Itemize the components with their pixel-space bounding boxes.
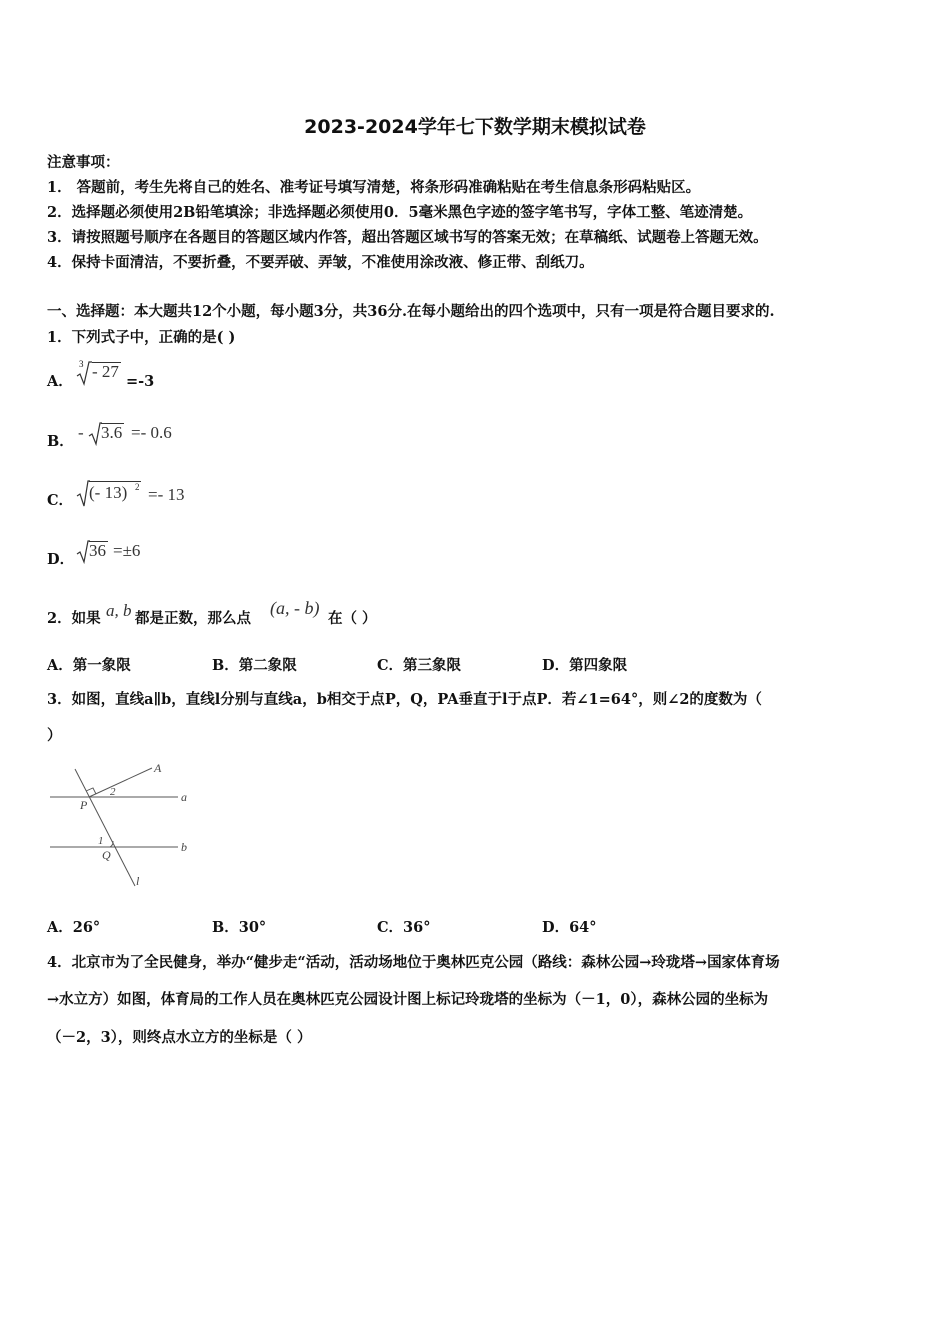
- notice-item-2: 2．选择题必须使用2B铅笔填涂；非选择题必须使用0．5毫米黑色字迹的签字笔书写，字体工整、笔迹清楚。: [47, 204, 753, 221]
- q3-label-l: l: [136, 874, 140, 888]
- q2-text-1: 2．如果: [47, 610, 101, 627]
- q4-line-1: 4．北京市为了全民健身，举办“健步走“活动，活动场地位于奥林匹克公园（路线：森林公园→玲珑塔→国家体育场: [47, 954, 780, 971]
- notice-item-3: 3．请按照题号顺序在各题目的答题区域内作答，超出答题区域书写的答案无效；在草稿纸、试题卷上答题无效。: [47, 229, 768, 246]
- q1-option-c-rhs: =- 13: [148, 485, 185, 504]
- q3-label-P: P: [80, 798, 88, 812]
- q3-option-b: B．30°: [212, 919, 267, 936]
- q2-point: (a, - b): [270, 598, 320, 618]
- q3-label-a: a: [181, 790, 187, 804]
- q1-option-b-radical-sign: [88, 420, 102, 446]
- q2-option-c: C．第三象限: [377, 657, 462, 674]
- q3-label-A: A: [154, 761, 162, 775]
- q1-option-c-exponent: 2: [135, 482, 140, 492]
- q1-option-d-rhs: =±6: [113, 541, 141, 560]
- q1-option-d-radical-sign: [76, 538, 90, 564]
- q1-option-b-radicand: 3.6: [101, 423, 123, 442]
- q2-option-b: B．第二象限: [212, 657, 297, 674]
- q2-option-a: A．第一象限: [47, 657, 131, 674]
- q3-stem-line-1: 3．如图，直线a∥b，直线l分别与直线a，b相交于点P，Q，PA垂直于l于点P．若∠1=64°，则∠2的度数为（: [47, 691, 762, 708]
- q1-option-b-rhs: =- 0.6: [131, 423, 172, 442]
- q3-label-2: 2: [110, 786, 116, 798]
- q3-option-d: D．64°: [542, 919, 597, 936]
- q3-label-1: 1: [98, 835, 104, 847]
- q2-option-d: D．第四象限: [542, 657, 628, 674]
- q1-option-a-index: 3: [79, 359, 84, 369]
- q1-stem: 1．下列式子中，正确的是( ): [47, 329, 236, 346]
- q2-text-2: 都是正数，那么点: [135, 610, 251, 627]
- q3-label-Q: Q: [102, 848, 111, 862]
- notice-item-1: 1． 答题前，考生先将自己的姓名、准考证号填写清楚，将条形码准确粘贴在考生信息条形码粘贴区。: [47, 179, 701, 196]
- q3-figure: [40, 755, 200, 895]
- q3-ray-pa: [89, 768, 152, 797]
- q3-option-a: A．26°: [47, 919, 101, 936]
- q1-option-b-label: B．: [47, 433, 74, 450]
- q1-option-a-radicand: - 27: [92, 362, 119, 381]
- q2-text-3: 在（ ）: [328, 610, 377, 627]
- q1-option-c-radicand: (- 13): [89, 483, 128, 502]
- q2-variables: a, b: [106, 601, 132, 620]
- q1-option-a-rhs: =-3: [126, 373, 155, 390]
- q4-line-3: （－2，3），则终点水立方的坐标是（ ）: [47, 1029, 312, 1046]
- section-heading: 一、选择题：本大题共12个小题，每小题3分，共36分.在每小题给出的四个选项中，只有一项是符合题目要求的.: [47, 303, 775, 320]
- q1-option-c-vinculum: [89, 481, 141, 482]
- q1-option-d-radicand: 36: [89, 541, 106, 560]
- q1-option-c-label: C．: [47, 492, 74, 509]
- q1-option-b-minus: -: [78, 423, 84, 442]
- q4-line-2: →水立方）如图，体育局的工作人员在奥林匹克公园设计图上标记玲珑塔的坐标为（－1，0），森林公园的坐标为: [47, 991, 769, 1008]
- notice-heading: 注意事项：: [47, 154, 120, 171]
- q1-option-d-label: D．: [47, 551, 75, 568]
- q1-option-c-radical-sign: [76, 478, 90, 508]
- page-title: 2023-2024学年七下数学期末模拟试卷: [304, 116, 646, 138]
- q3-stem-line-2: ）: [47, 727, 62, 744]
- q1-option-a-label: A．: [47, 373, 73, 390]
- notice-item-4: 4．保持卡面清洁，不要折叠，不要弄破、弄皱，不准使用涂改液、修正带、刮纸刀。: [47, 254, 594, 271]
- q3-label-b: b: [181, 840, 187, 854]
- q3-line-l: [75, 769, 135, 886]
- q3-option-c: C．36°: [377, 919, 431, 936]
